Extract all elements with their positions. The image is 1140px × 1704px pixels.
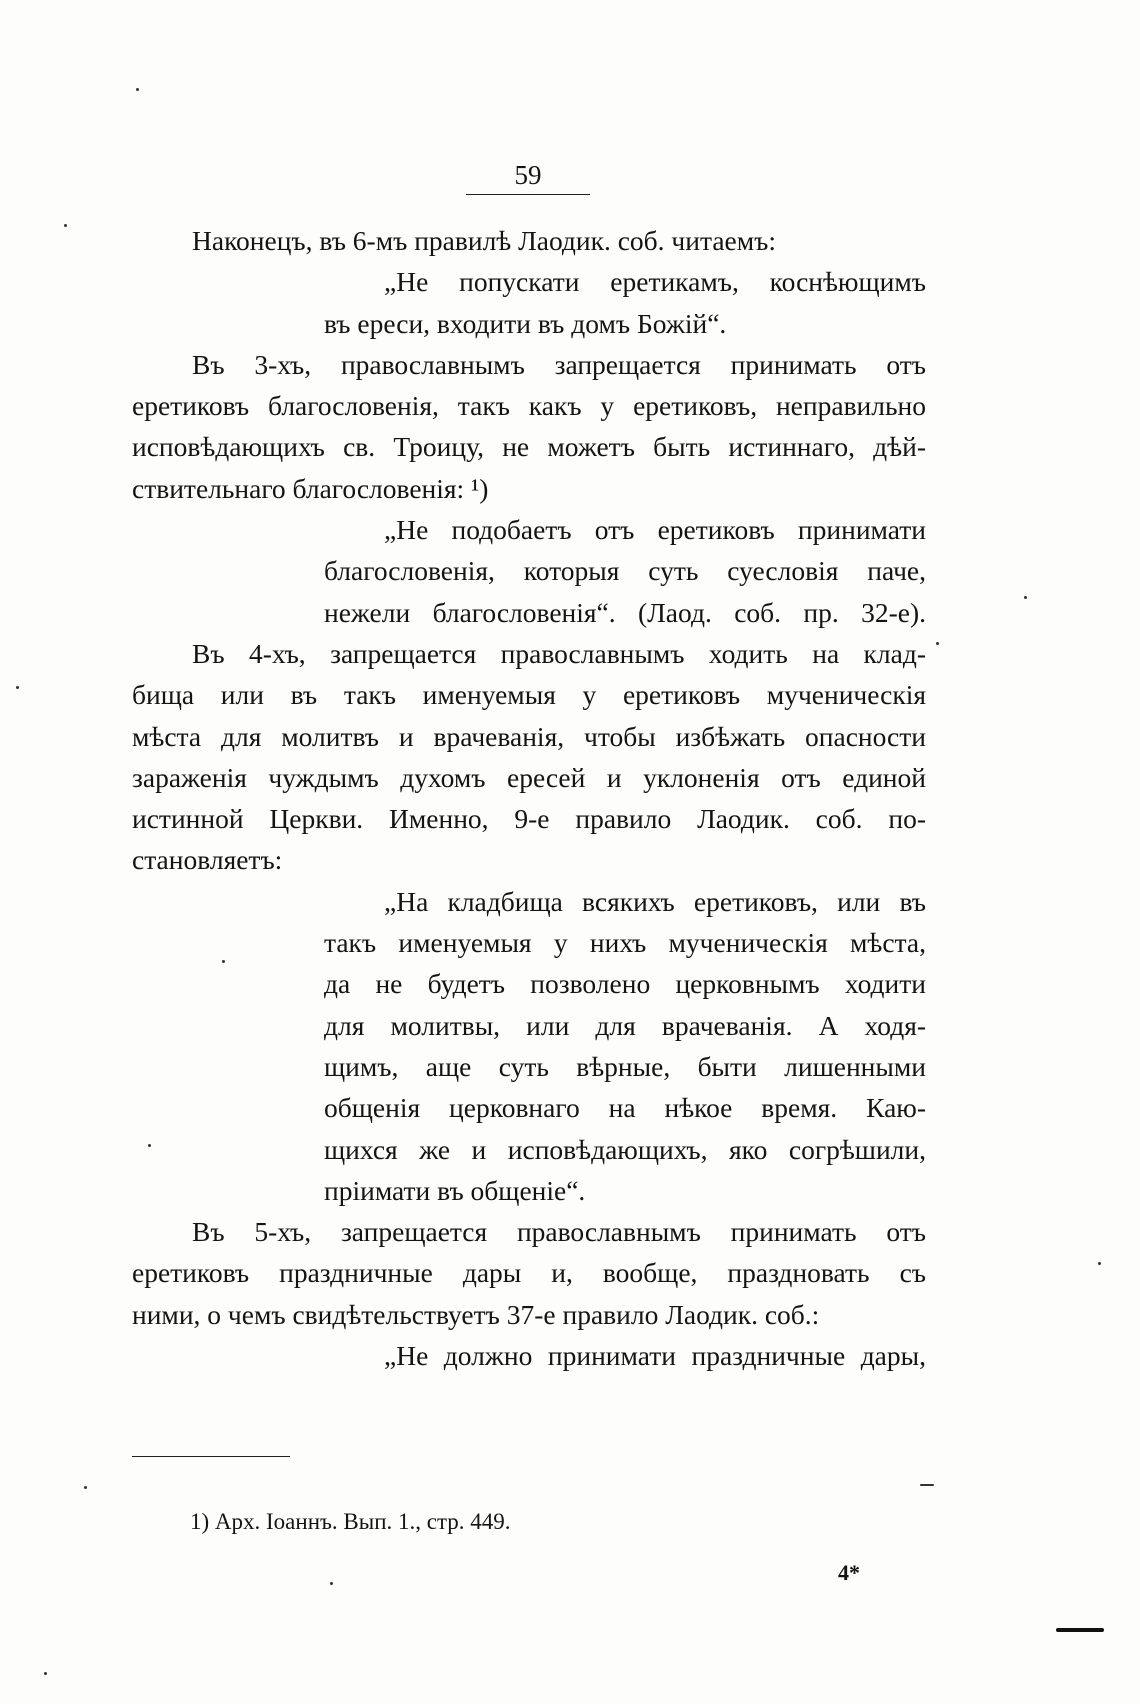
paragraph-2: [132, 344, 926, 509]
quote-line: „Не подобаетъ отъ еретиковъ принимати: [384, 514, 926, 546]
paragraph-4: [132, 1211, 926, 1335]
quote-line: пріимати въ общеніе“.: [324, 1174, 586, 1206]
text-line: Въ 3-хъ, православнымъ запрещается принимать отъ: [192, 348, 926, 380]
quote-line: щихся же и исповѣдающихъ, яко согрѣшили,: [324, 1133, 926, 1165]
quote-line: для молитвы, или для врачеванія. А ходя-: [324, 1009, 926, 1041]
signature-mark: 4*: [838, 1560, 860, 1585]
text-line: мѣста для молитвъ и врачеванія, чтобы избѣжать опасности: [132, 720, 926, 752]
text-line: Въ 4-хъ, запрещается православнымъ ходить на клад-: [192, 637, 926, 669]
text-line: Въ 5-хъ, запрещается православнымъ принимать отъ: [192, 1216, 926, 1248]
text-line: ствительнаго благословенія: ¹): [132, 472, 489, 504]
text-line: исповѣдающихъ св. Троицу, не можетъ быть истиннаго, дѣй-: [132, 431, 926, 463]
quote-line: благословенія, которыя суть суесловія паче,: [324, 555, 926, 587]
footnote-rule: [132, 1456, 290, 1457]
quote-2: [132, 509, 926, 633]
text-line: еретиковъ праздничные дары и, вообще, праздновать съ: [132, 1257, 926, 1289]
quote-line: такъ именуемыя у нихъ мученическія мѣста,: [324, 927, 926, 959]
text-line: ними, о чемъ свидѣтельствуетъ 37-е правило Лаодик. соб.:: [132, 1298, 820, 1330]
quote-line: „Не должно принимати праздничные дары,: [384, 1340, 926, 1372]
scan-speck: [1024, 596, 1027, 599]
scan-speck: [16, 686, 19, 689]
scan-speck: [936, 642, 939, 645]
scan-speck: [136, 88, 139, 91]
scan-mark: [1056, 1628, 1104, 1632]
quote-line: „На кладбища всякихъ еретиковъ, или въ: [384, 885, 926, 917]
scan-speck: [64, 224, 67, 227]
quote-line: „Не попускати еретикамъ, коснѣющимъ: [384, 266, 926, 298]
main-text: [132, 220, 926, 1376]
quote-line: нежели благословенія“. (Лаод. соб. пр. 32-е).: [324, 596, 926, 628]
text-line: зараженія чуждымъ духомъ ересей и уклоненія отъ единой: [132, 761, 926, 793]
paragraph-1: [132, 220, 926, 261]
text-line: становляетъ:: [132, 844, 283, 876]
scan-speck: [222, 960, 225, 963]
quote-line: щимъ, аще суть вѣрные, быти лишенными: [324, 1050, 926, 1082]
scan-speck: [148, 1144, 151, 1147]
scan-speck: [330, 1582, 333, 1585]
quote-line: да не будетъ позволено церковнымъ ходити: [324, 968, 926, 1000]
quote-3: [132, 881, 926, 1211]
quote-1: [132, 261, 926, 344]
quote-4: [132, 1335, 926, 1376]
text-line: бища или въ такъ именуемыя у еретиковъ мученическія: [132, 679, 926, 711]
scan-speck: [84, 1486, 87, 1489]
text-line: Наконецъ, въ 6-мъ правилѣ Лаодик. соб. читаемъ:: [192, 225, 776, 256]
scan-speck: [44, 1672, 47, 1675]
scan-speck: [920, 1484, 934, 1486]
scan-speck: [1098, 1262, 1101, 1265]
text-line: еретиковъ благословенія, такъ какъ у еретиковъ, неправильно: [132, 390, 926, 422]
text-line: истинной Церкви. Именно, 9-е правило Лаодик. соб. по-: [132, 803, 926, 835]
quote-line: общенія церковнаго на нѣкое время. Каю-: [324, 1092, 926, 1124]
page-number-rule: [466, 194, 590, 195]
footnote: 1) Арх. Іоаннъ. Вып. 1., стр. 449.: [190, 1509, 511, 1534]
paragraph-3: [132, 633, 926, 881]
page-number: 59: [514, 160, 542, 190]
quote-line: въ ереси, входити въ домъ Божій“.: [324, 307, 727, 339]
